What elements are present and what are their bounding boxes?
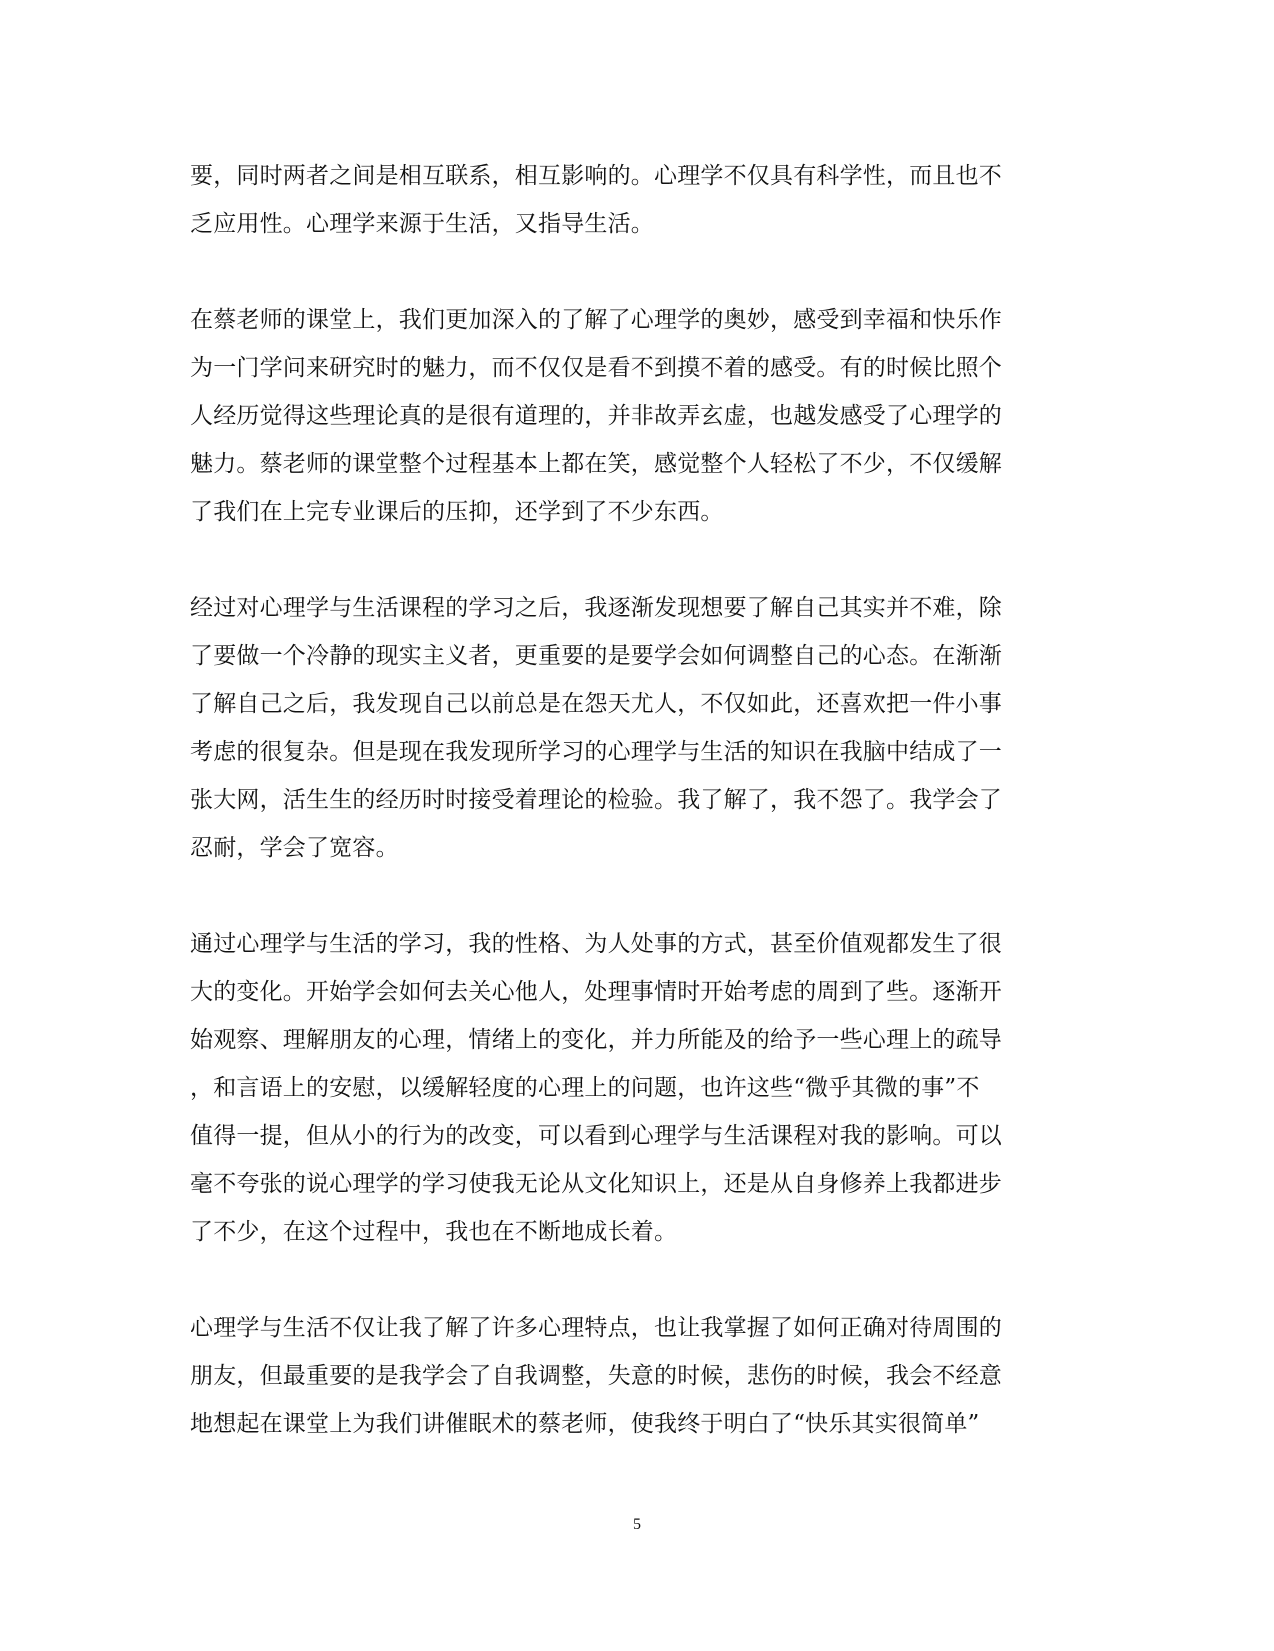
text-line: 始观察、理解朋友的心理，情绪上的变化，并力所能及的给予一些心理上的疏导 — [190, 1027, 1002, 1053]
paragraph-spacer — [190, 248, 1070, 296]
paragraph-5 — [190, 1304, 1070, 1448]
text-line: 为一门学问来研究时的魅力，而不仅仅是看不到摸不着的感受。有的时候比照个 — [190, 355, 1002, 381]
paragraph-spacer — [190, 1256, 1070, 1304]
text-line: 忍耐，学会了宽容。 — [190, 835, 399, 861]
text-line: 魅力。蔡老师的课堂整个过程基本上都在笑，感觉整个人轻松了不少，不仅缓解 — [190, 451, 1002, 477]
text-line: 了我们在上完专业课后的压抑，还学到了不少东西。 — [190, 499, 724, 525]
text-line: 要，同时两者之间是相互联系，相互影响的。心理学不仅具有科学性，而且也不 — [190, 163, 1002, 189]
text-line: 通过心理学与生活的学习，我的性格、为人处事的方式，甚至价值观都发生了很 — [190, 931, 1002, 957]
paragraph-4 — [190, 920, 1070, 1256]
text-line: 地想起在课堂上为我们讲催眠术的蔡老师，使我终于明白了“快乐其实很简单” — [190, 1411, 980, 1437]
text-line: 心理学与生活不仅让我了解了许多心理特点，也让我掌握了如何正确对待周围的 — [190, 1315, 1002, 1341]
paragraph-1 — [190, 152, 1070, 248]
paragraph-2 — [190, 296, 1070, 536]
paragraph-spacer — [190, 536, 1070, 584]
text-line: 经过对心理学与生活课程的学习之后，我逐渐发现想要了解自己其实并不难，除 — [190, 595, 1002, 621]
text-line: 了不少，在这个过程中，我也在不断地成长着。 — [190, 1219, 678, 1245]
paragraph-spacer — [190, 872, 1070, 920]
text-line: 值得一提，但从小的行为的改变，可以看到心理学与生活课程对我的影响。可以 — [190, 1123, 1002, 1149]
text-line: ，和言语上的安慰，以缓解轻度的心理上的问题，也许这些“微乎其微的事”不 — [190, 1075, 980, 1101]
text-line: 在蔡老师的课堂上，我们更加深入的了解了心理学的奥妙，感受到幸福和快乐作 — [190, 307, 1002, 333]
text-line: 张大网，活生生的经历时时接受着理论的检验。我了解了，我不怨了。我学会了 — [190, 787, 1002, 813]
paragraph-3 — [190, 584, 1070, 872]
text-line: 朋友，但最重要的是我学会了自我调整，失意的时候，悲伤的时候，我会不经意 — [190, 1363, 1002, 1389]
document-body — [190, 152, 1070, 1448]
text-line: 乏应用性。心理学来源于生活，又指导生活。 — [190, 211, 654, 237]
text-line: 考虑的很复杂。但是现在我发现所学习的心理学与生活的知识在我脑中结成了一 — [190, 739, 1002, 765]
text-line: 大的变化。开始学会如何去关心他人，处理事情时开始考虑的周到了些。逐渐开 — [190, 979, 1002, 1005]
text-line: 了要做一个冷静的现实主义者，更重要的是要学会如何调整自己的心态。在渐渐 — [190, 643, 1002, 669]
text-line: 了解自己之后，我发现自己以前总是在怨天尤人，不仅如此，还喜欢把一件小事 — [190, 691, 1002, 717]
text-line: 人经历觉得这些理论真的是很有道理的，并非故弄玄虚，也越发感受了心理学的 — [190, 403, 1002, 429]
page-number: 5 — [633, 1516, 641, 1533]
text-line: 毫不夸张的说心理学的学习使我无论从文化知识上，还是从自身修养上我都进步 — [190, 1171, 1002, 1197]
